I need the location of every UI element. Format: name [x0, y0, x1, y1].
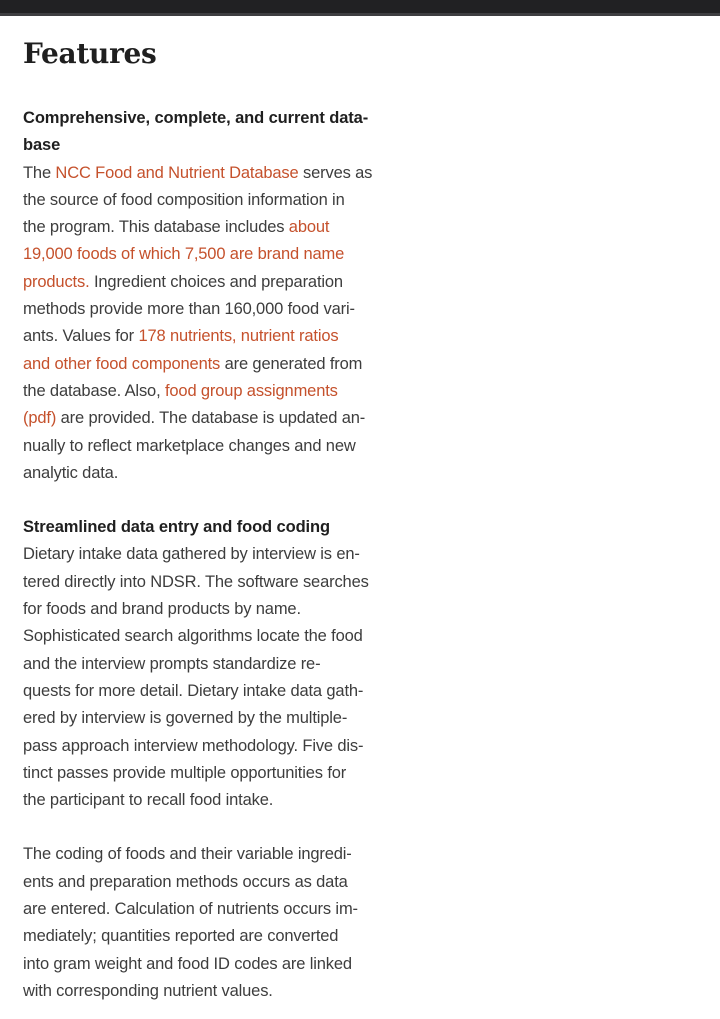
text-run: serves as	[298, 163, 373, 182]
text-run: with corresponding nutrient values.	[23, 981, 273, 1000]
text-line	[23, 460, 696, 487]
page-content	[0, 16, 720, 1005]
text-run: Ingredient choices and preparation	[89, 272, 343, 291]
text-line	[23, 760, 696, 787]
text-line	[23, 323, 696, 350]
inline-link[interactable]: products.	[23, 272, 90, 291]
section-heading-line: Streamlined data entry and food coding	[23, 518, 330, 537]
text-line	[23, 187, 696, 214]
inline-link[interactable]: 178 nutrients, nutrient ratios	[138, 327, 339, 346]
text-run: tinct passes provide multiple opportunities for	[23, 763, 347, 782]
text-line	[23, 541, 696, 568]
text-run: and the interview prompts standardize re-	[23, 654, 321, 673]
content-section	[23, 514, 696, 1005]
text-run: the program. This database includes	[23, 218, 289, 237]
text-run: quests for more detail. Dietary intake data gath-	[23, 681, 364, 700]
text-run: The coding of foods and their variable ingredi-	[23, 845, 352, 864]
text-line	[23, 705, 696, 732]
text-line	[23, 978, 696, 1005]
text-run: pass approach interview methodology. Five dis-	[23, 736, 364, 755]
section-heading-line: base	[23, 136, 61, 155]
text-line	[23, 951, 696, 978]
text-line	[23, 869, 696, 896]
text-run: are generated from	[220, 354, 363, 373]
inline-link[interactable]: (pdf)	[23, 409, 57, 428]
paragraph	[23, 841, 696, 1005]
text-run: for foods and brand products by name.	[23, 600, 301, 619]
text-run: into gram weight and food ID codes are linked	[23, 954, 352, 973]
inline-link[interactable]: 19,000 foods of which 7,500 are brand name	[23, 245, 345, 264]
text-line	[23, 733, 696, 760]
text-run: The	[23, 163, 56, 182]
text-run: ents and preparation methods occurs as data	[23, 872, 348, 891]
text-run: methods provide more than 160,000 food vari-	[23, 300, 355, 319]
text-run: analytic data.	[23, 463, 119, 482]
text-line	[23, 623, 696, 650]
text-line	[23, 841, 696, 868]
text-line	[23, 296, 696, 323]
text-run: are entered. Calculation of nutrients occurs im-	[23, 900, 358, 919]
inline-link[interactable]: NCC Food and Nutrient Database	[55, 163, 299, 182]
top-bar	[0, 0, 720, 13]
text-run: Dietary intake data gathered by interview is en-	[23, 545, 360, 564]
paragraph	[23, 541, 696, 814]
text-line	[23, 923, 696, 950]
text-line	[23, 569, 696, 596]
text-line	[23, 214, 696, 241]
text-line	[23, 160, 696, 187]
inline-link[interactable]: and other food components	[23, 354, 221, 373]
text-run: the database. Also,	[23, 381, 165, 400]
text-line	[23, 678, 696, 705]
text-line	[23, 651, 696, 678]
text-run: nually to reflect marketplace changes and new	[23, 436, 356, 455]
text-line	[23, 269, 696, 296]
inline-link[interactable]: food group assignments	[164, 381, 338, 400]
text-line	[23, 351, 696, 378]
content-sections	[23, 105, 696, 1005]
text-run: Sophisticated search algorithms locate the food	[23, 627, 363, 646]
paragraph	[23, 160, 696, 488]
inline-link[interactable]: about	[288, 218, 330, 237]
text-run: the source of food composition information in	[23, 190, 345, 209]
text-run: are provided. The database is updated an-	[56, 409, 366, 428]
text-run: tered directly into NDSR. The software searches	[23, 572, 369, 591]
content-section	[23, 105, 696, 487]
text-line	[23, 787, 696, 814]
text-run: ants. Values for	[23, 327, 139, 346]
text-run: the participant to recall food intake.	[23, 791, 274, 810]
text-line	[23, 378, 696, 405]
text-line	[23, 405, 696, 432]
text-line	[23, 241, 696, 268]
text-line	[23, 896, 696, 923]
text-run: mediately; quantities reported are converted	[23, 927, 339, 946]
section-heading-line: Comprehensive, complete, and current data-	[23, 109, 369, 127]
text-line	[23, 433, 696, 460]
page-title: Features	[23, 37, 157, 70]
section-heading	[23, 514, 696, 541]
text-line	[23, 596, 696, 623]
text-run: ered by interview is governed by the multiple-	[23, 709, 348, 728]
section-heading	[23, 105, 696, 160]
